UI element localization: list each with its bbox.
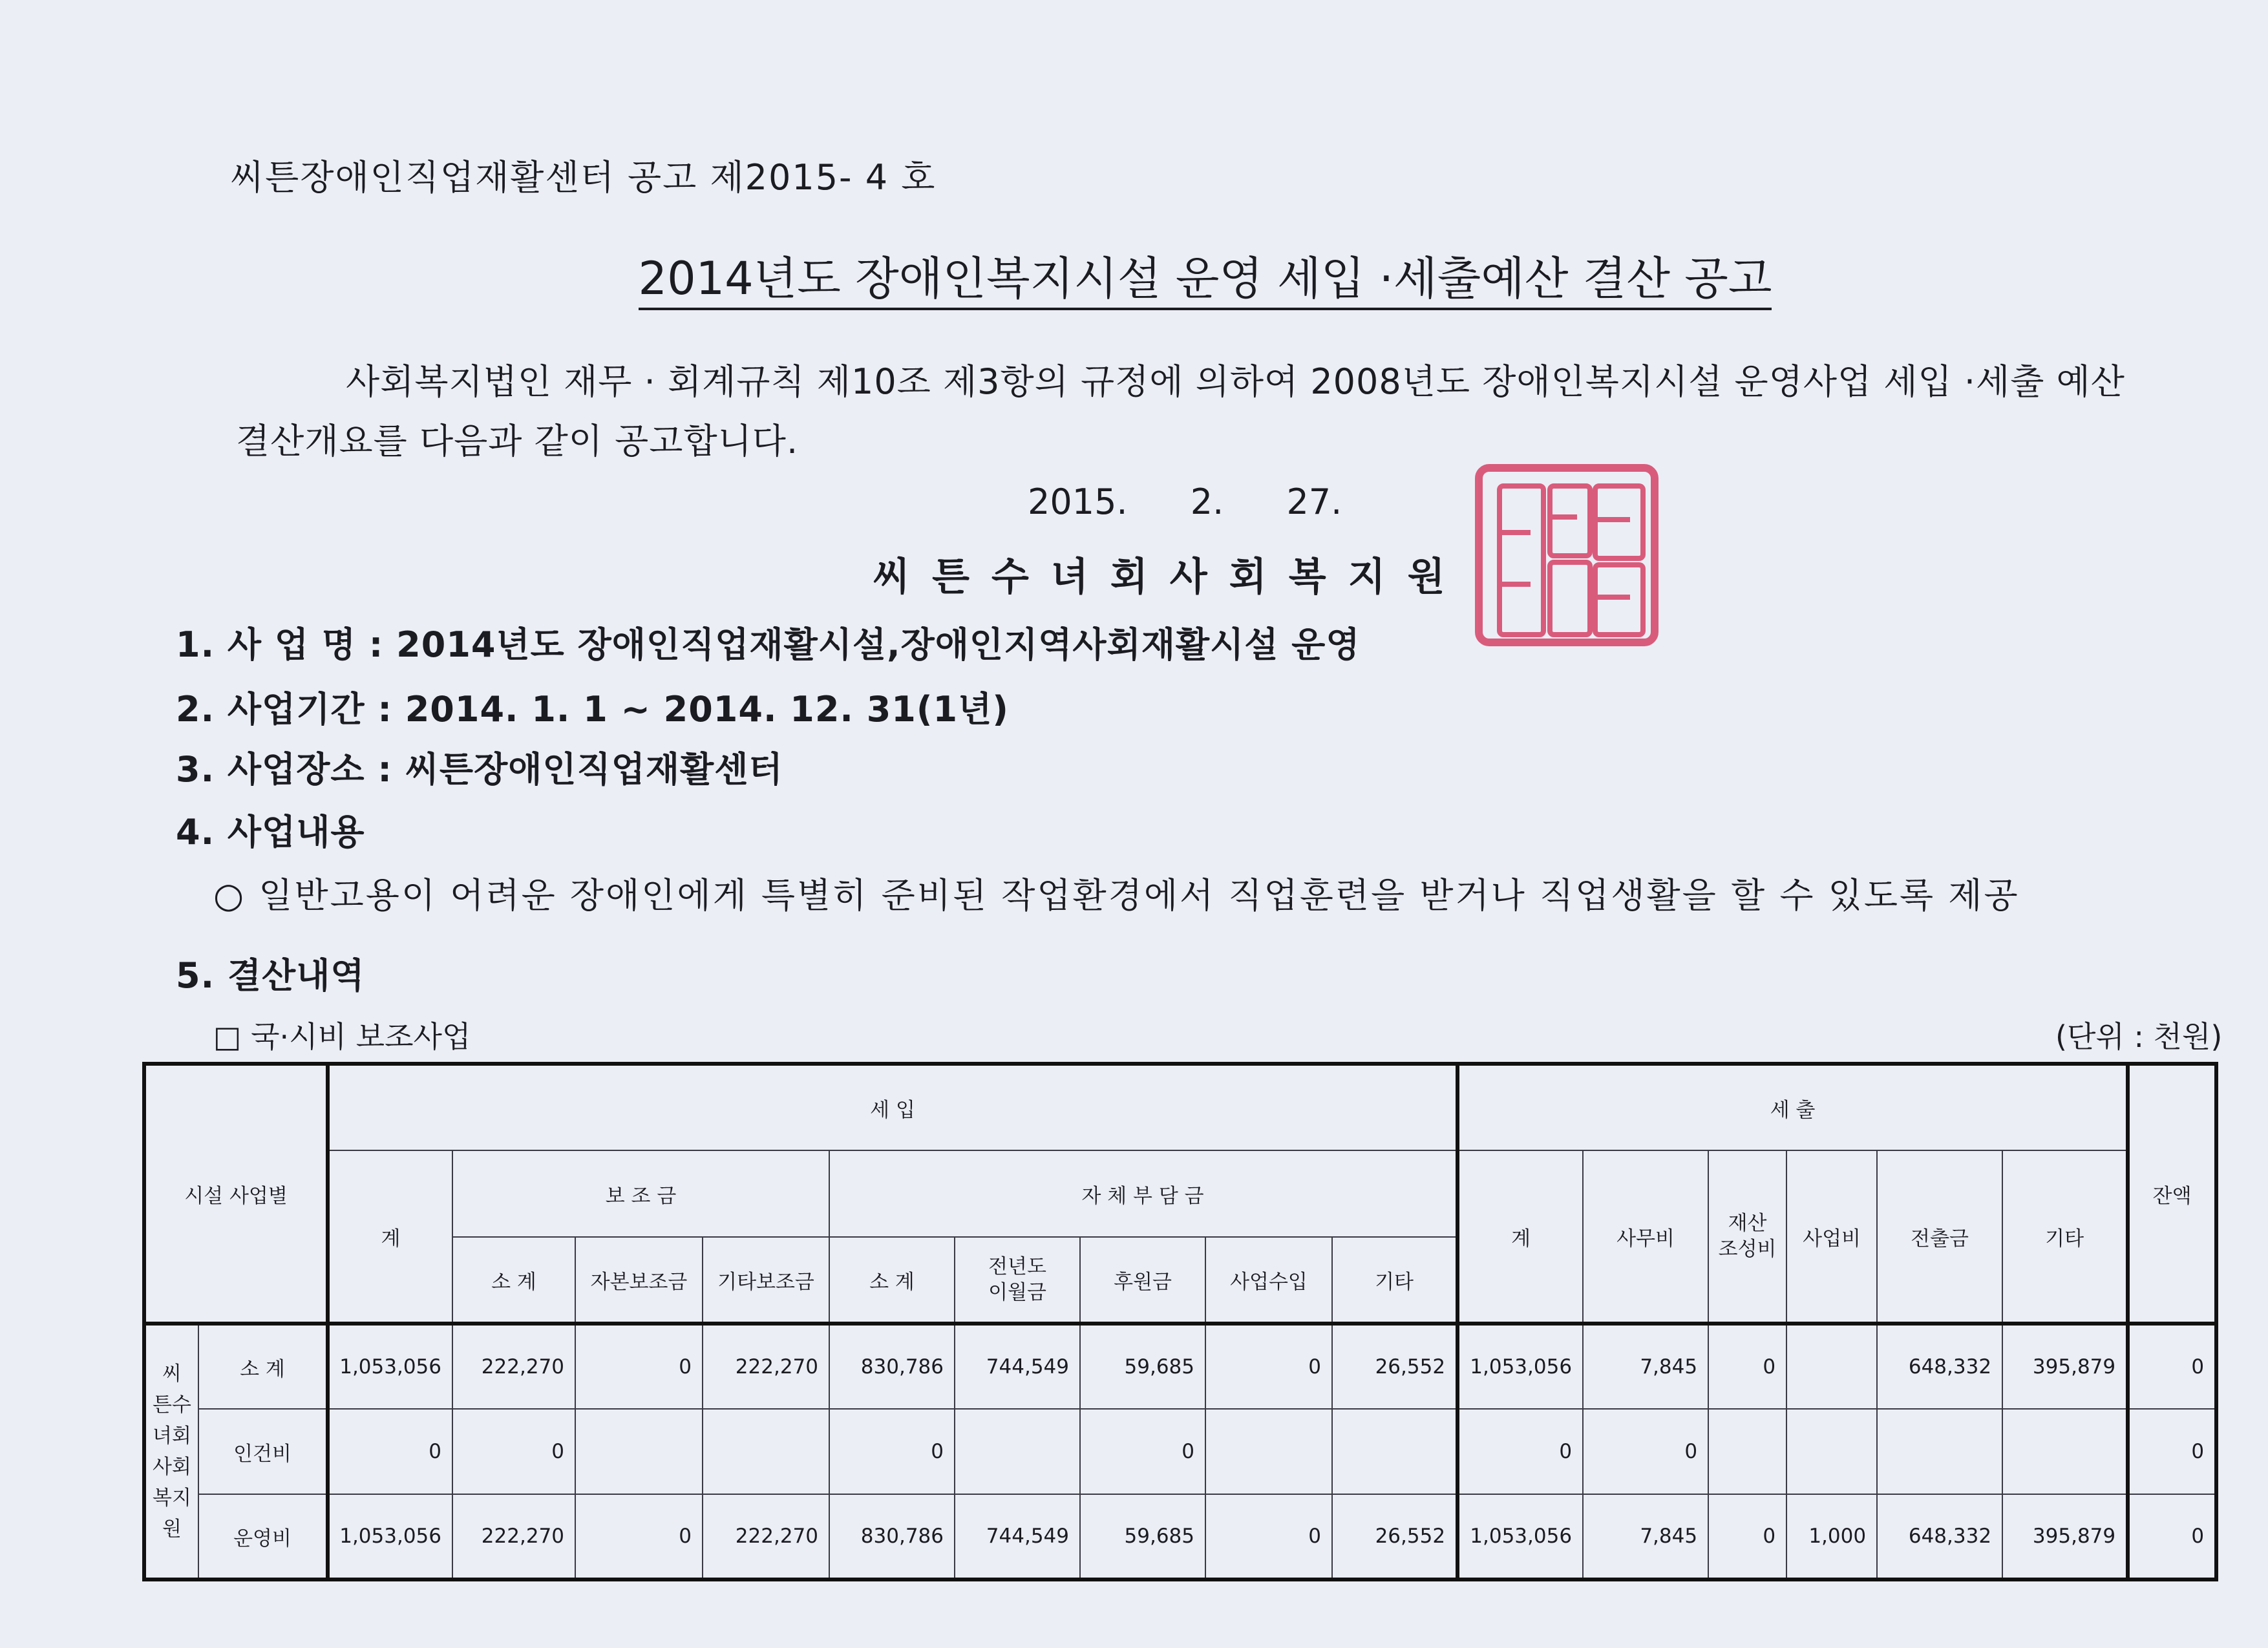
cell-donation: 0 — [1080, 1409, 1205, 1494]
cell-capital-subsidy: 0 — [575, 1324, 703, 1409]
cell-rev-other — [1332, 1409, 1457, 1494]
header-rev-total: 계 — [328, 1150, 452, 1324]
cell-transfer-out — [1877, 1409, 2002, 1494]
header-other-subsidy: 기타보조금 — [703, 1237, 829, 1324]
intro-paragraph — [236, 352, 2214, 471]
header-facility: 시설 사업별 — [144, 1064, 328, 1324]
cell-exp-total: 1,053,056 — [1457, 1324, 1583, 1409]
settlement-table — [142, 1062, 2218, 1581]
cell-other-subsidy — [703, 1409, 829, 1494]
header-exp-other: 기타 — [2002, 1150, 2128, 1324]
cell-office: 7,845 — [1583, 1494, 1708, 1579]
unit-label: (단위 : 천원) — [2055, 1019, 2223, 1054]
cell-other-subsidy: 222,270 — [703, 1324, 829, 1409]
table-row — [144, 1494, 2216, 1579]
header-self-burden: 자 체 부 담 금 — [829, 1150, 1457, 1237]
cell-business-income: 0 — [1205, 1324, 1332, 1409]
cell-carryover — [955, 1409, 1080, 1494]
header-capital-subsidy: 자본보조금 — [575, 1237, 703, 1324]
header-carryover: 전년도 이월금 — [955, 1237, 1080, 1324]
cell-rev-other: 26,552 — [1332, 1494, 1457, 1579]
item-business-content: 4. 사업내용 — [176, 812, 365, 852]
cell-property: 0 — [1708, 1494, 1786, 1579]
cell-balance: 0 — [2128, 1324, 2216, 1409]
header-business-income: 사업수입 — [1205, 1237, 1332, 1324]
header-property: 재산 조성비 — [1708, 1150, 1786, 1324]
cell-rev-total: 1,053,056 — [328, 1494, 452, 1579]
item-settlement: 5. 결산내역 — [176, 955, 365, 996]
cell-rev-total: 0 — [328, 1409, 452, 1494]
header-self-subtotal: 소 계 — [829, 1237, 955, 1324]
cell-carryover: 744,549 — [955, 1494, 1080, 1579]
header-rev-other: 기타 — [1332, 1237, 1457, 1324]
cell-transfer-out: 648,332 — [1877, 1494, 2002, 1579]
cell-business-cost — [1786, 1409, 1877, 1494]
header-expenditure: 세 출 — [1457, 1064, 2128, 1150]
header-revenue: 세 입 — [328, 1064, 1457, 1150]
organization-name: 씨튼수녀회사회복지원 — [873, 555, 1467, 600]
cell-carryover: 744,549 — [955, 1324, 1080, 1409]
item-business-period: 2. 사업기간 : 2014. 1. 1 ~ 2014. 12. 31(1년) — [176, 689, 1009, 730]
cell-exp-other: 395,879 — [2002, 1324, 2128, 1409]
cell-donation: 59,685 — [1080, 1324, 1205, 1409]
cell-office: 7,845 — [1583, 1324, 1708, 1409]
header-balance: 잔액 — [2128, 1064, 2216, 1324]
notice-date: 2015. 2. 27. — [1028, 481, 1342, 522]
facility-name: 씨 튼수 녀회 사회 복지 원 — [144, 1324, 198, 1579]
cell-subsidy-subtotal: 0 — [452, 1409, 575, 1494]
header-office: 사무비 — [1583, 1150, 1708, 1324]
cell-subsidy-subtotal: 222,270 — [452, 1494, 575, 1579]
row-label: 인건비 — [198, 1409, 328, 1494]
header-business-cost: 사업비 — [1786, 1150, 1877, 1324]
item-business-name: 1. 사 업 명 : 2014년도 장애인직업재활시설,장애인지역사회재활시설 운영 — [176, 624, 1361, 665]
cell-business-income — [1205, 1409, 1332, 1494]
cell-self-subtotal: 830,786 — [829, 1324, 955, 1409]
intro-line-2: 결산개요를 다음과 같이 공고합니다. — [236, 421, 799, 461]
cell-rev-other: 26,552 — [1332, 1324, 1457, 1409]
item-business-place: 3. 사업장소 : 씨튼장애인직업재활센터 — [176, 749, 783, 790]
cell-transfer-out: 648,332 — [1877, 1324, 2002, 1409]
cell-balance: 0 — [2128, 1409, 2216, 1494]
cell-exp-total: 1,053,056 — [1457, 1494, 1583, 1579]
header-exp-total: 계 — [1457, 1150, 1583, 1324]
notice-number: 씨튼장애인직업재활센터 공고 제2015- 4 호 — [230, 157, 937, 198]
cell-office: 0 — [1583, 1409, 1708, 1494]
cell-subsidy-subtotal: 222,270 — [452, 1324, 575, 1409]
cell-exp-other: 395,879 — [2002, 1494, 2128, 1579]
intro-line-1: 사회복지법인 재무 · 회계규칙 제10조 제3항의 규정에 의하여 2008년도 장애인복지시설 운영사업 세입 ·세출 예산 — [346, 361, 2125, 402]
header-subsidy-subtotal: 소 계 — [452, 1237, 575, 1324]
cell-exp-total: 0 — [1457, 1409, 1583, 1494]
cell-capital-subsidy — [575, 1409, 703, 1494]
cell-donation: 59,685 — [1080, 1494, 1205, 1579]
subsidy-project-label: □ 국·시비 보조사업 — [213, 1019, 471, 1054]
document-title-text: 2014년도 장애인복지시설 운영 세입 ·세출예산 결산 공고 — [639, 252, 1772, 310]
cell-business-income: 0 — [1205, 1494, 1332, 1579]
row-label: 운영비 — [198, 1494, 328, 1579]
header-subsidy: 보 조 금 — [452, 1150, 829, 1237]
cell-property: 0 — [1708, 1324, 1786, 1409]
business-content-text: ○ 일반고용이 어려운 장애인에게 특별히 준비된 작업환경에서 직업훈련을 받거나 직업생활을 할 수 있도록 제공 — [213, 875, 2020, 916]
cell-other-subsidy: 222,270 — [703, 1494, 829, 1579]
cell-business-cost — [1786, 1324, 1877, 1409]
table-row — [144, 1409, 2216, 1494]
header-donation: 후원금 — [1080, 1237, 1205, 1324]
cell-property — [1708, 1409, 1786, 1494]
cell-business-cost: 1,000 — [1786, 1494, 1877, 1579]
table-row — [144, 1324, 2216, 1409]
cell-self-subtotal: 0 — [829, 1409, 955, 1494]
cell-exp-other — [2002, 1409, 2128, 1494]
row-label: 소 계 — [198, 1324, 328, 1409]
cell-rev-total: 1,053,056 — [328, 1324, 452, 1409]
document-title — [0, 242, 2268, 308]
cell-self-subtotal: 830,786 — [829, 1494, 955, 1579]
cell-capital-subsidy: 0 — [575, 1494, 703, 1579]
header-transfer-out: 전출금 — [1877, 1150, 2002, 1324]
official-seal — [1475, 464, 1659, 646]
cell-balance: 0 — [2128, 1494, 2216, 1579]
